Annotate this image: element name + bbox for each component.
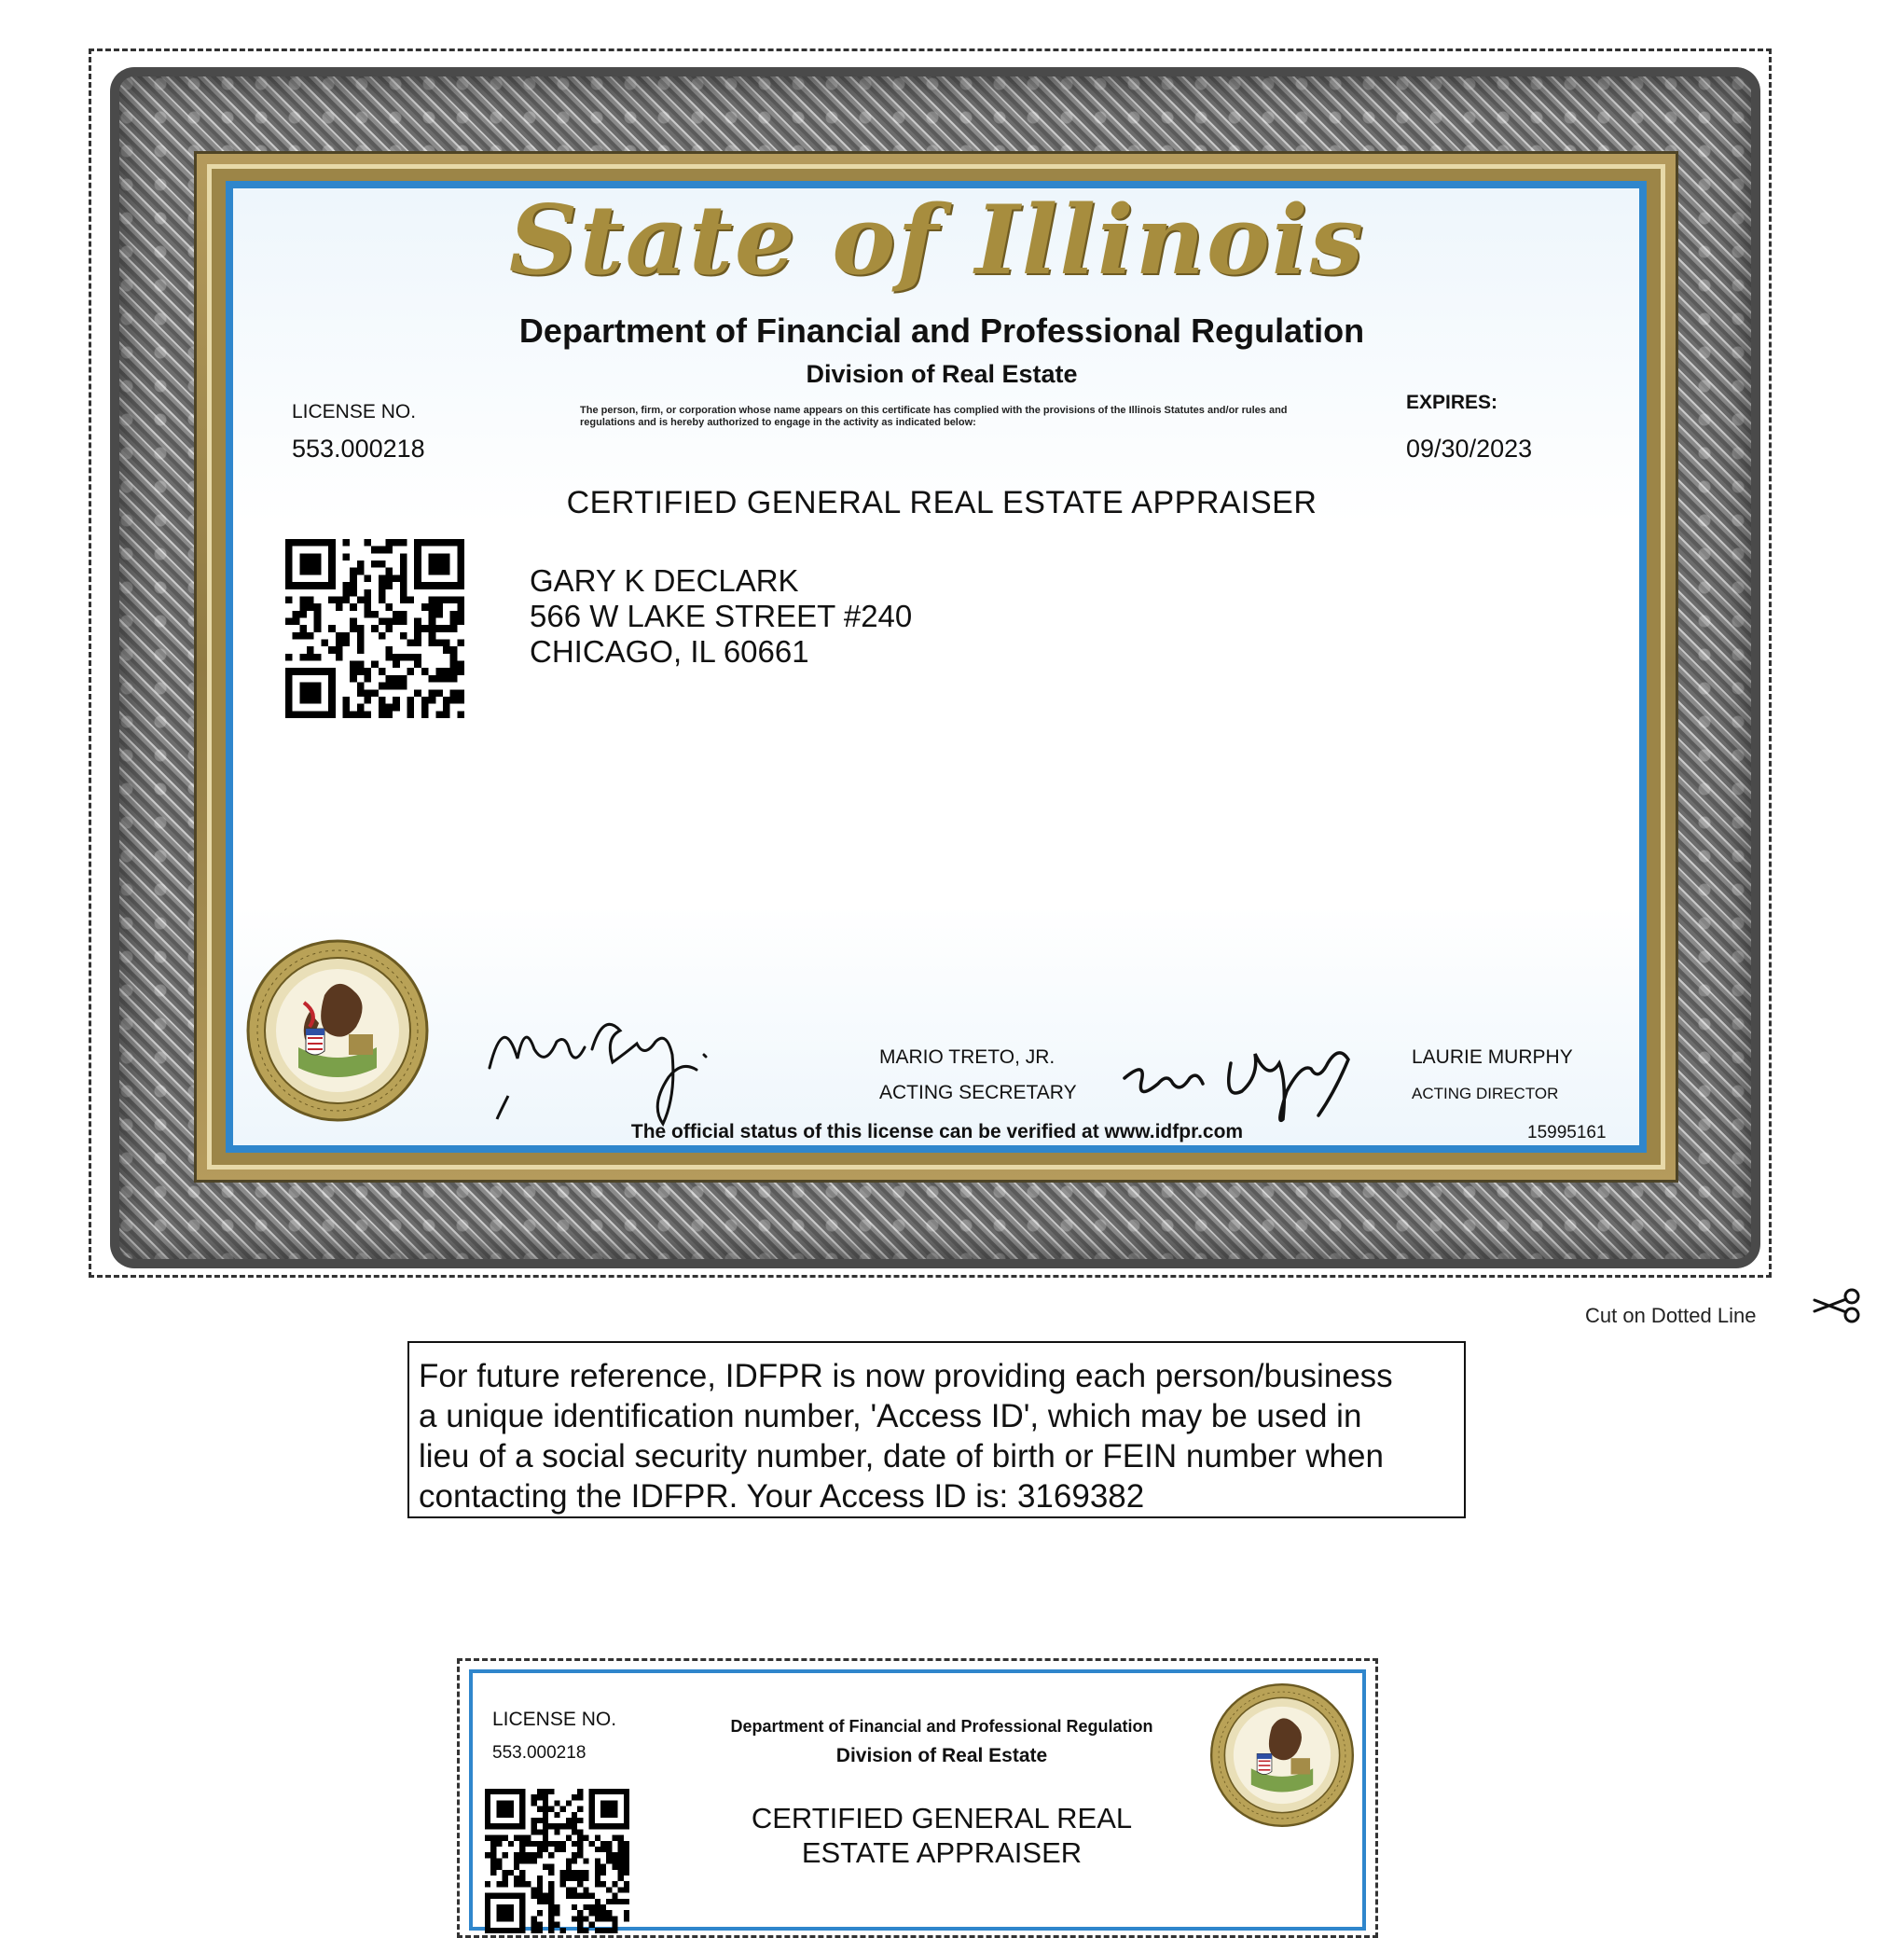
secretary-name: MARIO TRETO, JR. [879,1046,1055,1068]
wallet-division: Division of Real Estate [835,1745,1048,1766]
notice-line: lieu of a social security number, date of birth or FEIN number when [419,1438,1384,1474]
wallet-license-type-line2: ESTATE APPRAISER [801,1836,1083,1869]
wallet-department: Department of Financial and Professional Regulation [730,1717,1153,1736]
scissors-icon [1811,1285,1863,1326]
wallet-qr-code-icon [485,1789,629,1933]
certificate-number: 15995161 [1527,1123,1607,1142]
director-signature [1119,1026,1371,1128]
license-number: 553.000218 [292,435,425,463]
secretary-title: ACTING SECRETARY [879,1082,1077,1103]
state-title: State of Illinois [508,185,1366,297]
expires-date: 09/30/2023 [1406,435,1533,463]
holder-street: 566 W LAKE STREET #240 [530,599,913,633]
secretary-signature [480,993,723,1128]
notice-line: For future reference, IDFPR is now providing each person/business [419,1358,1393,1394]
director-name: LAURIE MURPHY [1412,1046,1573,1068]
verification-notice: The official status of this license can be verified at www.idfpr.com [630,1121,1244,1142]
wallet-license-number: 553.000218 [492,1743,586,1763]
notice-line: a unique identification number, 'Access ID', which may be used in [419,1398,1362,1434]
access-id-notice [407,1341,1466,1518]
qr-code-icon [285,539,464,718]
division-title: Division of Real Estate [806,360,1078,388]
holder-city: CHICAGO, IL 60661 [530,634,809,669]
compliance-statement: The person, firm, or corporation whose name appears on this certificate has complied with the provisions of the Illinois Statutes and/or rules and regulations and is hereby authorized to engage in the activity as indicated below: [580,405,1288,428]
illinois-state-seal-icon [244,937,431,1124]
cut-instruction: Cut on Dotted Line [1585,1304,1757,1327]
department-title: Department of Financial and Professional Regulation [518,311,1365,350]
license-holder-address [530,563,912,670]
holder-name: GARY K DECLARK [530,563,799,598]
wallet-license-label: LICENSE NO. [492,1709,617,1730]
notice-line: contacting the IDFPR. Your Access ID is: 3169382 [419,1478,1145,1515]
expires-label: EXPIRES: [1406,392,1498,413]
director-title: ACTING DIRECTOR [1412,1085,1559,1102]
wallet-license-type-line1: CERTIFIED GENERAL REAL [751,1802,1133,1834]
wallet-illinois-state-seal-icon [1208,1682,1356,1829]
license-number-label: LICENSE NO. [292,401,417,422]
license-type: CERTIFIED GENERAL REAL ESTATE APPRAISER [566,485,1318,520]
